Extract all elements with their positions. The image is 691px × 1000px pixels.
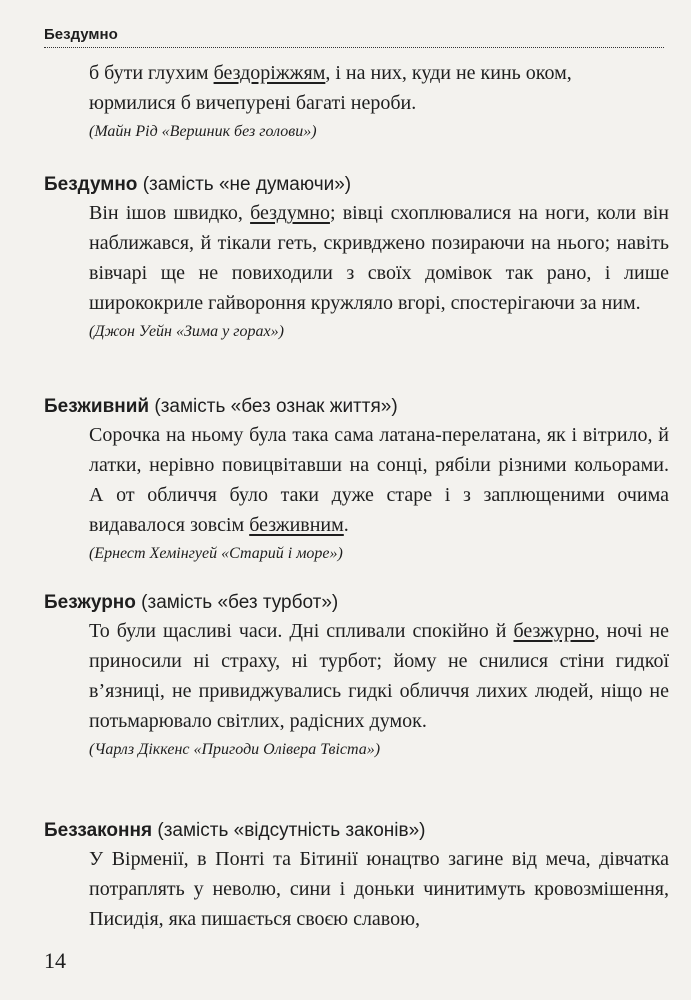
- quote-text: , і на них, куди не кинь оком,: [325, 62, 572, 84]
- carryover-entry: [44, 58, 669, 144]
- quote-text: юрмилися б вичепурені багаті нероби.: [89, 92, 417, 114]
- quote-headword-underlined: бездумно: [250, 202, 330, 224]
- quote-text: .: [343, 514, 349, 536]
- quote-text: Сорочка на ньому була така сама латана-перелатана, як і вітрило, й латки, нерівно повицвітавши на сонці, рябіли різними кольорами. А от обличчя було таки дуже старе і з заплющеними очима видавалося зовсім: [89, 424, 669, 536]
- entry-headword-line: [44, 590, 669, 616]
- entry-source: (Джон Уейн «Зима у горах»): [89, 323, 284, 340]
- dictionary-entry: [44, 590, 669, 762]
- entry-quote: [89, 616, 669, 736]
- entry-quote: [89, 420, 669, 540]
- dictionary-entry: [44, 818, 669, 934]
- entry-gloss: (замість «без турбот»): [135, 592, 339, 613]
- quote-text: , ночі не приносили ні страху, ні турбот; йому не снилися стіни гидкої в’язниці, не привиджувались гидкі обличчя лихих людей, ніщо не потьмарювало світлих, радісних думок.: [89, 620, 669, 732]
- entry-headword: Безживний: [44, 396, 150, 417]
- page-number: 14: [44, 948, 66, 973]
- entry-quote: [89, 844, 669, 934]
- entry-headword: Бездумно: [44, 174, 138, 195]
- entry-headword-line: [44, 394, 669, 420]
- entry-headword: Безжурно: [44, 592, 136, 613]
- quote-headword-underlined: безживним: [249, 514, 344, 536]
- quote-text: То були щасливі часи. Дні спливали спокійно й: [89, 620, 514, 642]
- entry-gloss: (замість «не думаючи»): [137, 174, 352, 195]
- quote-text: б бути глухим: [89, 62, 214, 84]
- dictionary-entry: [44, 394, 669, 566]
- entry-headword-line: [44, 172, 669, 198]
- entry-source: (Майн Рід «Вершник без голови»): [89, 123, 317, 140]
- entry-gloss: (замість «відсутність законів»): [152, 820, 426, 841]
- entry-headword: Беззаконня: [44, 820, 153, 841]
- quote-headword-underlined: безжурно: [513, 620, 595, 642]
- quote-headword-underlined: бездоріжжям: [213, 62, 326, 84]
- quote-text: Він ішов швидко,: [89, 202, 251, 224]
- entry-quote: [89, 198, 669, 318]
- entry-source: (Чарлз Діккенс «Пригоди Олівера Твіста»): [89, 741, 381, 758]
- dictionary-entry: [44, 172, 669, 344]
- entry-gloss: (замість «без ознак життя»): [149, 396, 398, 417]
- quote-text: У Вірменії, в Понті та Бітинії юнацтво загине від меча, дівчатка потраплять у неволю, сини і доньки чинитимуть кровозмішення, Писидія, яка пишається своєю славою,: [89, 848, 669, 930]
- running-head: Бездумно: [44, 26, 664, 48]
- entry-source: (Ернест Хемінгуей «Старий і море»): [89, 545, 343, 562]
- entry-headword-line: [44, 818, 669, 844]
- entry-quote: [89, 58, 669, 118]
- quote-text: ; вівці схоплювалися на ноги, коли він наближався, й тікали геть, скривджено позираючи на нього; навіть вівчарі ще не повиходили з своїх домівок так рано, і лише ширококриле гайвороння кружляло вгорі, спостерігаючи за ним.: [89, 202, 669, 314]
